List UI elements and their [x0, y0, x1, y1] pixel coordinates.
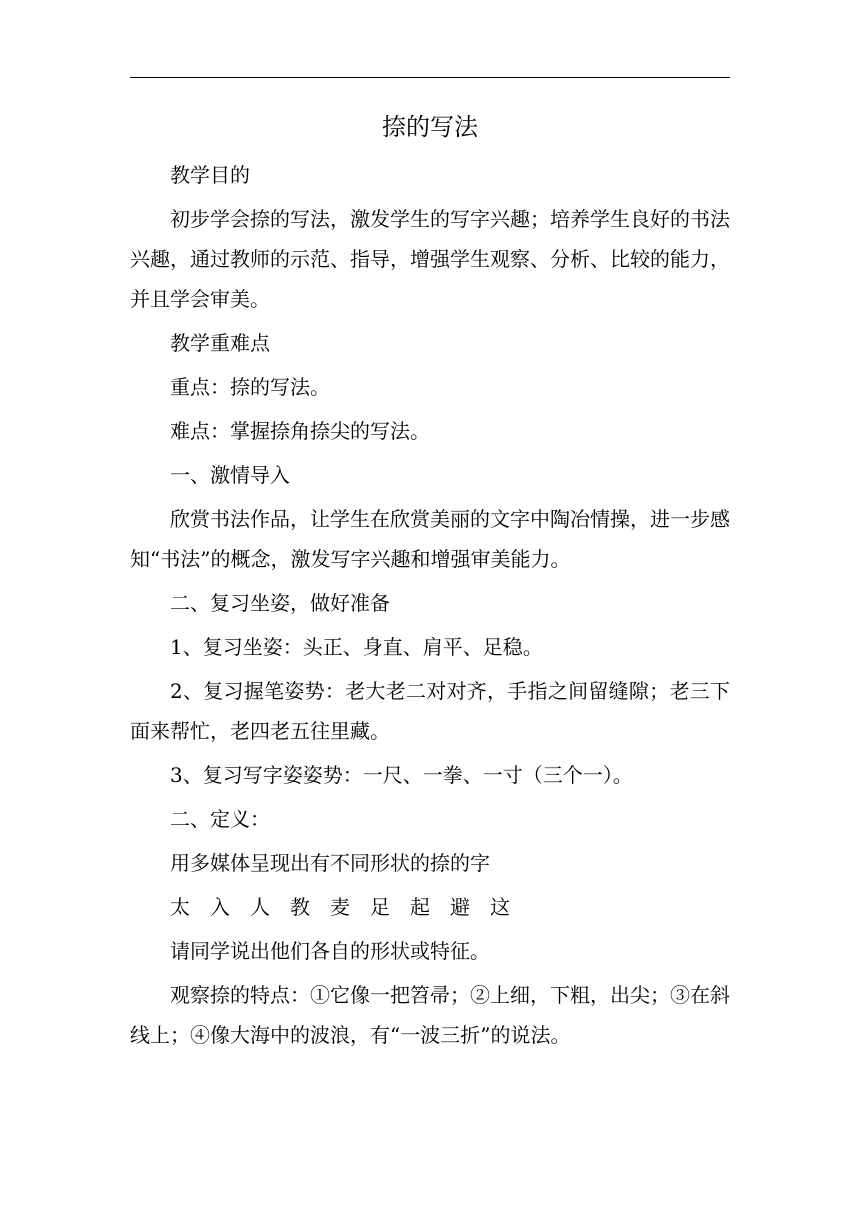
- paragraph-review-1: 1、复习坐姿：头正、身直、肩平、足稳。: [170, 635, 543, 659]
- section-heading-key-points: 教学重难点: [170, 331, 270, 355]
- section-heading-intro: 一、激情导入: [170, 463, 290, 487]
- example-char: 人: [250, 895, 270, 919]
- example-char: 起: [410, 895, 430, 919]
- paragraph-multimedia: 用多媒体呈现出有不同形状的捺的字: [170, 851, 490, 875]
- paragraph-key-point: 重点：捺的写法。: [170, 375, 330, 399]
- paragraph-review-2: 2、复习握笔姿势：老大老二对对齐，手指之间留缝隙；老三下面来帮忙，老四老五往里藏。: [130, 679, 730, 743]
- section-heading-review: 二、复习坐姿，做好准备: [170, 591, 390, 615]
- paragraph-ask-students: 请同学说出他们各自的形状或特征。: [170, 939, 490, 963]
- section-heading-definition: 二、定义：: [170, 807, 270, 831]
- paragraph-features: 观察捺的特点：①它像一把笤帚；②上细，下粗，出尖；③在斜线上；④像大海中的波浪，有“一波三折”的说法。: [130, 983, 730, 1047]
- paragraph-intro: 欣赏书法作品，让学生在欣赏美丽的文字中陶冶情操，进一步感知“书法”的概念，激发写字兴趣和增强审美能力。: [130, 507, 730, 571]
- document-body: [130, 155, 730, 1059]
- section-heading-objectives: 教学目的: [170, 163, 250, 187]
- header-rule: [130, 77, 730, 78]
- paragraph-review-3: 3、复习写字姿姿势：一尺、一拳、一寸（三个一）。: [170, 763, 633, 787]
- example-char: 避: [450, 895, 470, 919]
- example-char: 麦: [330, 895, 350, 919]
- example-char: 入: [210, 895, 230, 919]
- paragraph-objectives: 初步学会捺的写法，激发学生的写字兴趣；培养学生良好的书法兴趣，通过教师的示范、指导，增强学生观察、分析、比较的能力，并且学会审美。: [130, 207, 730, 311]
- example-char: 足: [370, 895, 390, 919]
- example-char: 教: [290, 895, 310, 919]
- example-char: 太: [170, 895, 190, 919]
- page-title: 捺的写法: [382, 113, 478, 141]
- example-char: 这: [490, 895, 510, 919]
- example-characters: [130, 887, 730, 927]
- paragraph-difficult-point: 难点：掌握捺角捺尖的写法。: [170, 419, 430, 443]
